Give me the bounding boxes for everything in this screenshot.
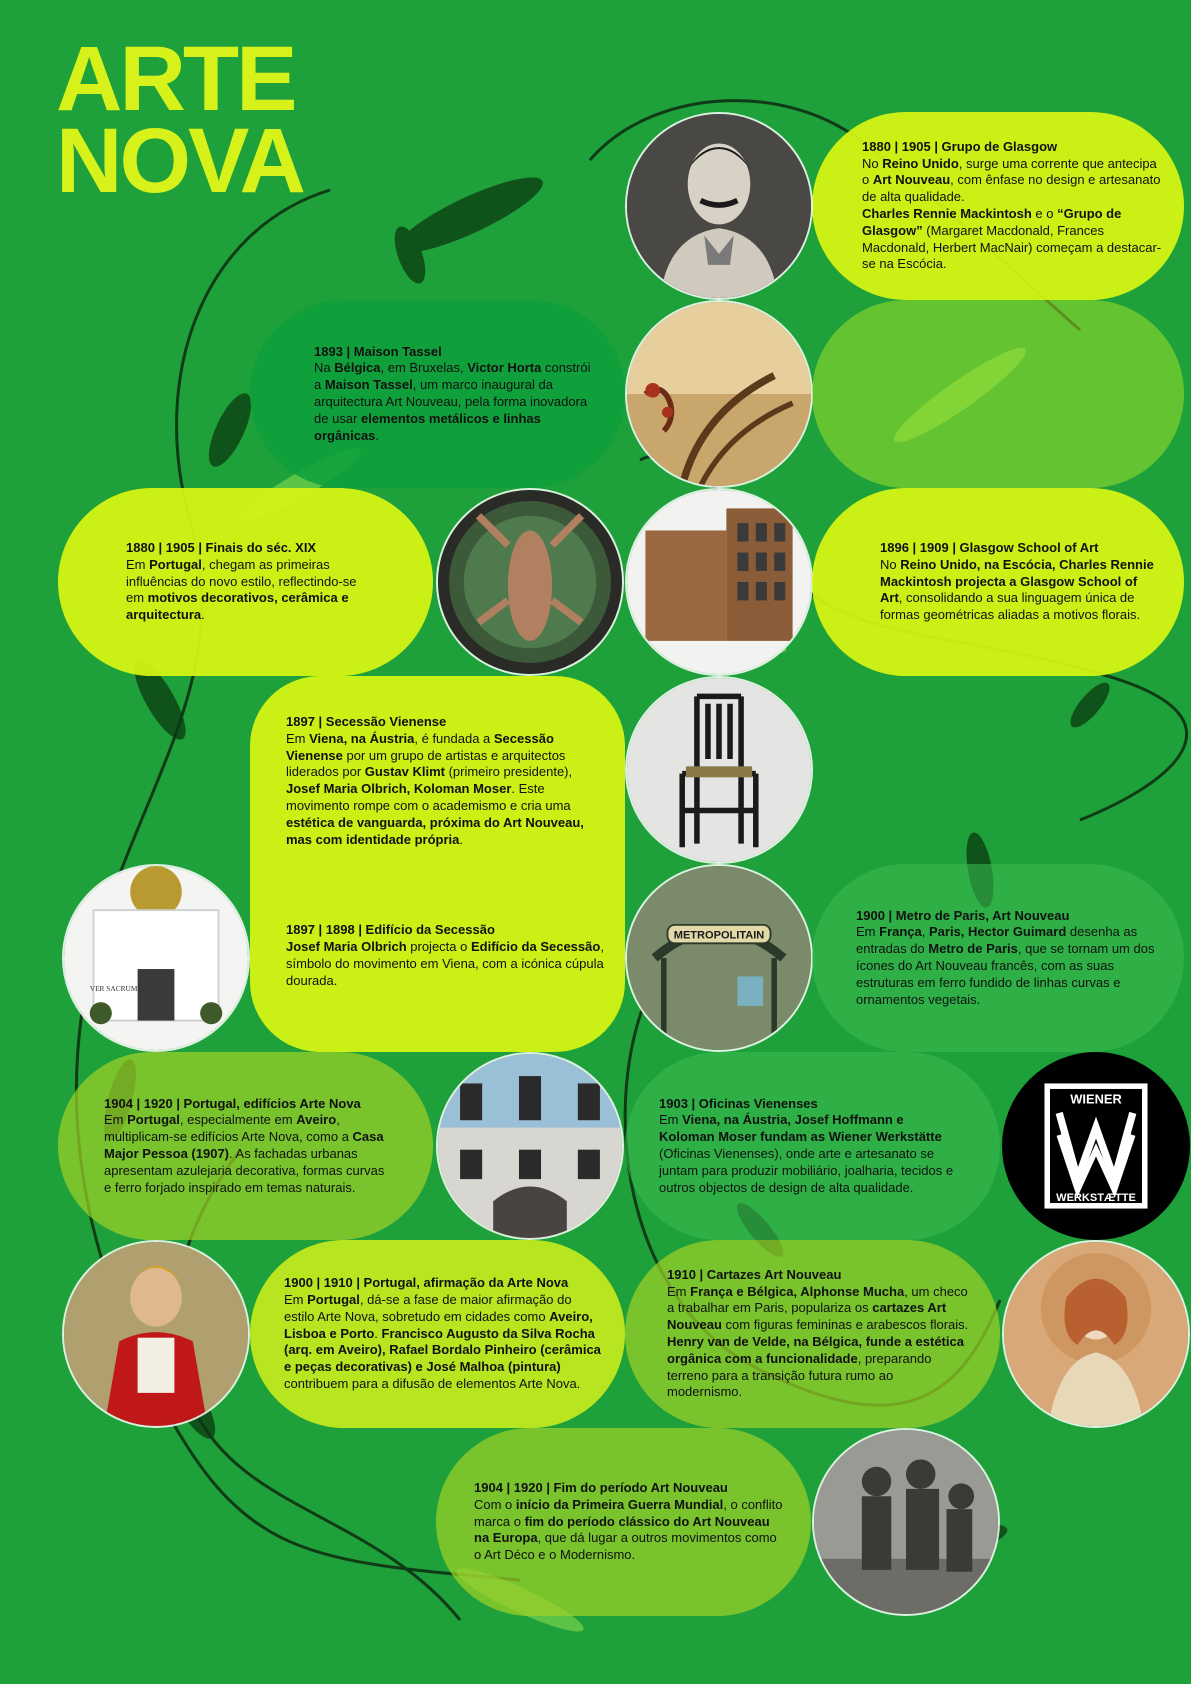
- text-bold: estética de vanguarda, próxima do Art Nouveau, mas com identidade própria: [286, 814, 584, 847]
- hoffmann-chair-photo: [625, 676, 813, 864]
- text-bold: fim do período clássico do Art Nouveau na Europa: [474, 1513, 770, 1546]
- text-run: .: [374, 1325, 382, 1341]
- werkstaette-bottom-text: WERKSTÆTTE: [1056, 1192, 1136, 1205]
- text-run: . Este movimento rompe com o academismo e cria uma: [286, 781, 571, 813]
- casa-major-pessoa-photo: [436, 1052, 624, 1240]
- text-bold: Viena, na Áustria, Josef Hoffmann e Koloman Moser fundam as Wiener Werkstätte: [659, 1112, 942, 1145]
- entry-secessao-vienense: [250, 676, 625, 1052]
- entry-heading: 1893 | Maison Tassel: [314, 343, 442, 359]
- entry-text: [856, 908, 1160, 1009]
- poster-image: [1004, 1242, 1188, 1426]
- entry-text: [284, 1275, 603, 1393]
- text-run: (primeiro presidente),: [444, 764, 573, 780]
- entry-heading: 1904 | 1920 | Portugal, edifícios Arte Nova: [104, 1095, 361, 1111]
- ceramic-plate-image: [438, 490, 622, 674]
- text-run: Em: [284, 1292, 308, 1307]
- text-run: No: [880, 556, 901, 572]
- title-line-1: ARTE: [56, 28, 295, 130]
- text-run: .: [459, 831, 463, 847]
- secession-building-image: [64, 866, 248, 1050]
- text-run: Em: [667, 1283, 691, 1299]
- text-bold: França e Bélgica, Alphonse Mucha: [690, 1283, 905, 1299]
- text-run: , o conflito marca o: [474, 1496, 783, 1529]
- werkstaette-top-text: WIENER: [1070, 1091, 1122, 1107]
- text-bold: Aveiro, Lisboa e Porto: [284, 1308, 593, 1341]
- text-run: .: [201, 607, 205, 623]
- entry-text: [314, 344, 591, 445]
- text-bold: Viena, na Áustria: [309, 730, 415, 746]
- text-run: Em: [856, 924, 880, 940]
- page-title: [56, 28, 303, 212]
- text-run: por um grupo de artistas e arquitectos liderados por: [286, 747, 566, 780]
- text-run: , que se tornam um dos ícones do Art Nouveau francês, com as suas estruturas em ferro fundido de linhas curvas e ornamentos vegetais.: [856, 941, 1155, 1007]
- building-image: [627, 490, 811, 674]
- text-bold: Casa Major Pessoa (1907): [104, 1129, 384, 1161]
- malhoa-painting-photo: [62, 1240, 250, 1428]
- text-run: desenha as entradas do: [856, 924, 1138, 957]
- text-run: com figuras femininas e arabescos florais.: [721, 1317, 969, 1333]
- ww1-soldiers-photo: [812, 1428, 1000, 1616]
- text-run: .: [375, 427, 380, 443]
- text-run: Em: [659, 1112, 683, 1128]
- metro-paris-entrance-photo: [625, 864, 813, 1052]
- text-run: , surge uma corrente que antecipa o: [862, 155, 1157, 188]
- entry-heading: 1897 | Secessão Vienense: [286, 714, 447, 729]
- entry-text: [104, 1096, 393, 1197]
- text-run: , em Bruxelas,: [380, 360, 468, 376]
- text-run: Na: [314, 360, 335, 376]
- text-run: , que dá lugar a outros movimentos como o Art Déco e o Modernismo.: [474, 1530, 777, 1563]
- text-bold: Josef Maria Olbrich: [286, 939, 407, 955]
- entry-text: [659, 1096, 960, 1197]
- text-bold: Francisco Augusto da Silva Rocha (arq. em Aveiro), Rafael Bordalo Pinheiro (cerâmica e peças decorativas) e José Malhoa (pintura): [284, 1325, 601, 1375]
- text-run: , um checo a trabalhar em Paris, populariza os: [667, 1283, 968, 1316]
- text-run: constrói a: [314, 360, 591, 393]
- text-bold: elementos metálicos e linhas orgânicas: [314, 410, 541, 443]
- entry-heading: 1896 | 1909 | Glasgow School of Art: [880, 540, 1099, 555]
- text-run: , preparando terreno para a transição futura rumo ao modernismo.: [667, 1350, 932, 1400]
- text-bold: Aveiro: [296, 1112, 337, 1128]
- text-run: e o: [1031, 206, 1058, 221]
- chair-image: [627, 678, 811, 862]
- ceramic-lobster-plate-photo: [436, 488, 624, 676]
- text-bold: Charles Rennie Mackintosh: [862, 206, 1032, 221]
- glasgow-school-building-photo: [625, 488, 813, 676]
- entry-heading: 1900 | 1910 | Portugal, afirmação da Arte Nova: [284, 1275, 569, 1291]
- text-bold: Reino Unido: [882, 155, 959, 171]
- text-bold: início da Primeira Guerra Mundial: [515, 1496, 724, 1512]
- text-run: Em: [126, 556, 150, 572]
- facade-image: [438, 1054, 622, 1238]
- title-line-2: NOVA: [56, 110, 303, 212]
- text-run: No: [862, 155, 883, 171]
- text-bold: Bélgica: [334, 360, 381, 376]
- entry-edificios-portugal: [58, 1052, 433, 1240]
- entry-metro-paris: [812, 864, 1184, 1052]
- secession-building-photo: [62, 864, 250, 1052]
- text-bold: França: [879, 924, 922, 940]
- text-bold: Portugal: [307, 1292, 360, 1307]
- text-run: , multiplicam-se edifícios Arte Nova, como a: [104, 1112, 353, 1145]
- entry-fim-periodo: [436, 1428, 811, 1616]
- text-bold: Art Nouveau: [872, 172, 951, 188]
- text-bold: Maison Tassel: [324, 377, 413, 393]
- maison-tassel-staircase-photo: [625, 300, 813, 488]
- entry-heading: 1880 | 1905 | Grupo de Glasgow: [862, 138, 1058, 154]
- entry-finais-xix: [58, 488, 433, 676]
- text-run: , chegam as primeiras influências do novo estilo, reflectindo-se em: [126, 556, 357, 606]
- text-bold: Henry van de Velde, na Bélgica, funde a estética orgânica com a funcionalidade: [667, 1334, 964, 1366]
- entry-maison-tassel: [250, 300, 625, 488]
- entry-glasgow-group: [812, 112, 1184, 300]
- text-bold: Metro de Paris: [928, 941, 1018, 957]
- entry-heading: 1903 | Oficinas Vienenses: [659, 1095, 818, 1111]
- entry-text: [880, 540, 1154, 624]
- entry-edificio-secessao: [286, 922, 605, 989]
- entry-text: [474, 1480, 785, 1564]
- text-run: Com o: [474, 1496, 516, 1512]
- text-run: , consolidando a sua linguagem única de formas geométricas aliadas a motivos florais.: [880, 590, 1141, 623]
- entry-text: [286, 714, 605, 848]
- decorative-green-bubble: [812, 300, 1184, 488]
- text-run: Em: [104, 1112, 128, 1128]
- entry-heading: 1900 | Metro de Paris, Art Nouveau: [856, 907, 1070, 923]
- entry-afirmacao-arte-nova: [250, 1240, 625, 1428]
- mucha-poster-photo: [1002, 1240, 1190, 1428]
- text-bold: “Grupo de Glasgow”: [862, 206, 1122, 238]
- entry-heading: 1904 | 1920 | Fim do período Art Nouveau: [474, 1480, 728, 1495]
- text-bold: Paris, Hector Guimard: [929, 924, 1067, 940]
- text-bold: Gustav Klimt: [364, 764, 445, 780]
- text-run: , com ênfase no design e artesanato de alta qualidade.: [862, 172, 1161, 205]
- entry-heading: 1910 | Cartazes Art Nouveau: [667, 1266, 842, 1282]
- text-bold: Reino Unido, na Escócia, Charles Rennie Mackintosh projecta a Glasgow School of Art: [880, 556, 1154, 606]
- text-run: (Oficinas Vienenses), onde arte e artesanato se juntam para produzir mobiliário, joalharia, tecidos e outros objectos de design de alta qualidade.: [659, 1146, 954, 1195]
- entry-heading: 1880 | 1905 | Finais do séc. XIX: [126, 540, 317, 555]
- text-run: , símbolo do movimento em Viena, com a icónica cúpula dourada.: [286, 939, 604, 988]
- entry-text: [667, 1267, 970, 1401]
- entry-text: [126, 540, 373, 624]
- text-bold: Victor Horta: [467, 360, 542, 376]
- text-bold: Josef Maria Olbrich, Koloman Moser: [286, 781, 512, 797]
- text-bold: cartazes Art Nouveau: [667, 1300, 947, 1333]
- entry-text: [862, 139, 1162, 273]
- secession-sign: VER SACRUM: [89, 984, 138, 994]
- soldiers-image: [814, 1430, 998, 1614]
- metro-sign: METROPOLITAIN: [673, 929, 765, 942]
- entry-glasgow-school: [812, 488, 1184, 676]
- staircase-image: [627, 302, 811, 486]
- metro-image: [627, 866, 811, 1050]
- portrait-image: [627, 114, 811, 298]
- text-bold: Portugal: [149, 556, 202, 572]
- entry-cartazes: [625, 1240, 1000, 1428]
- text-run: (Margaret Macdonald, Frances Macdonald, Herbert MacNair) começam a destacar-se na Escócia.: [862, 222, 1162, 272]
- text-bold: Secessão Vienense: [286, 730, 554, 763]
- text-run: ,: [921, 924, 929, 940]
- entry-heading: 1897 | 1898 | Edifício da Secessão: [286, 922, 495, 938]
- painting-image: [64, 1242, 248, 1426]
- text-bold: motivos decorativos, cerâmica e arquitectura: [126, 590, 349, 623]
- text-run: , dá-se a fase de maior afirmação do estilo Arte Nova, sobretudo em cidades como: [284, 1292, 572, 1324]
- text-bold: Portugal: [127, 1112, 180, 1128]
- entry-oficinas-vienenses: [625, 1052, 1000, 1240]
- text-run: . As fachadas urbanas apresentam azulejaria decorativa, formas curvas e ferro forjado inspirado em temas naturais.: [104, 1146, 385, 1195]
- text-bold: Edifício da Secessão: [470, 939, 601, 955]
- text-run: , é fundada a: [414, 730, 494, 746]
- text-run: projecta o: [406, 939, 471, 955]
- wiener-werkstaette-logo: [1002, 1052, 1190, 1240]
- werkstaette-logo-image: [1004, 1054, 1188, 1238]
- text-run: , especialmente em: [179, 1112, 297, 1128]
- text-run: contribuem para a difusão de elementos Arte Nova.: [284, 1375, 581, 1391]
- mackintosh-portrait-photo: [625, 112, 813, 300]
- text-run: Em: [286, 730, 310, 746]
- text-run: , um marco inaugural da arquitectura Art Nouveau, pela forma inovadora de usar: [314, 377, 588, 426]
